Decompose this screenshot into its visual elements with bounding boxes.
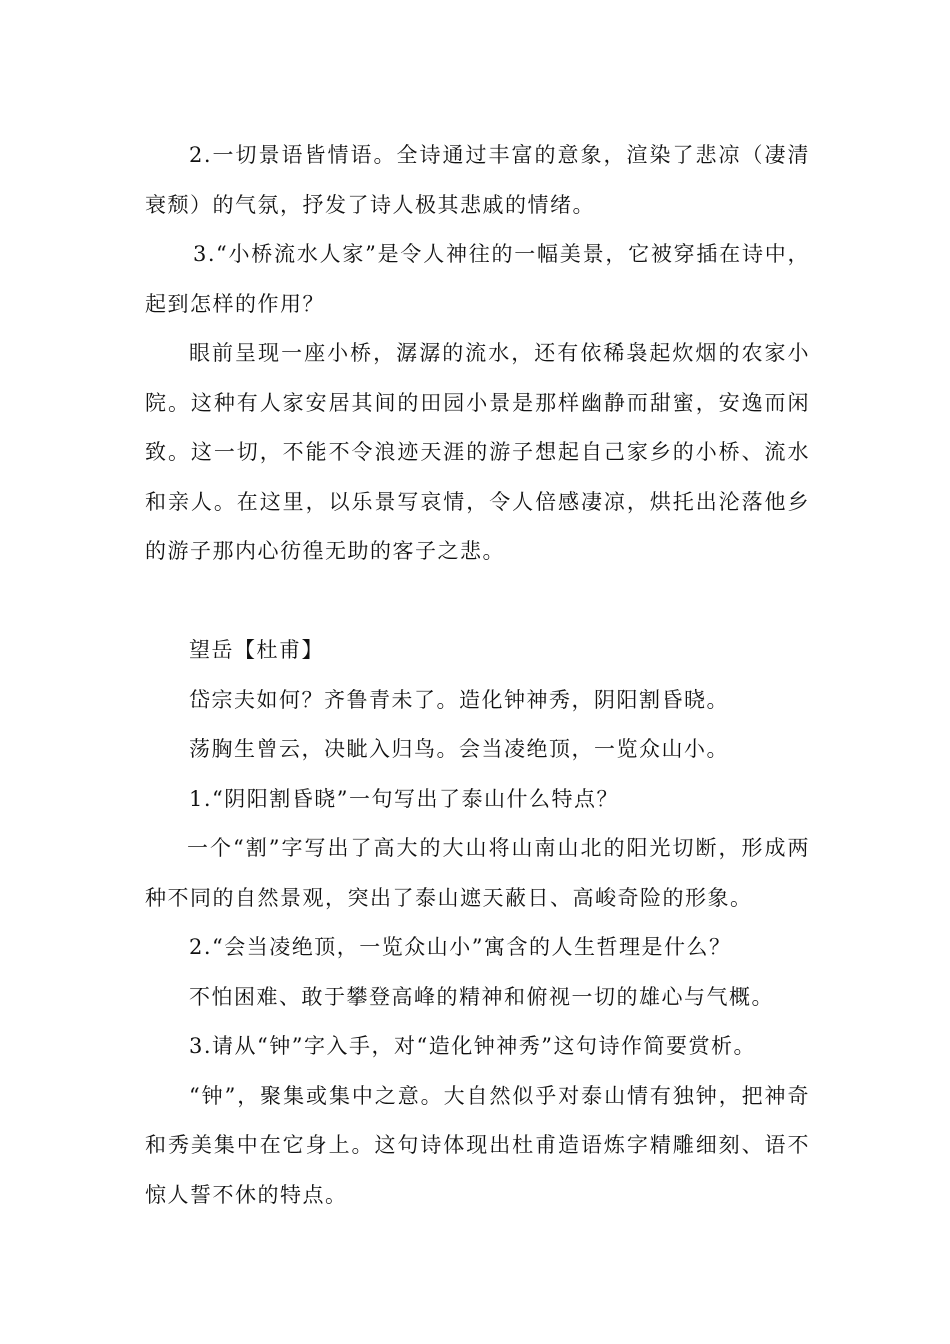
answer-3: “钟”，聚集或集中之意。大自然似乎对泰山情有独钟，把神奇和秀美集中在它身上。这句诗体现出杜甫造语炼字精雕细刻、语不惊人誓不休的特点。	[145, 1083, 810, 1207]
question-2: 2.“会当凌绝顶，一览众山小”寓含的人生哲理是什么？	[189, 935, 732, 959]
document-body	[145, 131, 810, 1220]
poem-title: 望岳【杜甫】	[189, 638, 324, 662]
paragraph-question-3: 3.“小桥流水人家”是令人神往的一幅美景，它被穿插在诗中，起到怎样的作用？	[145, 242, 810, 316]
question-1: 1.“阴阳割昏晓”一句写出了泰山什么特点？	[189, 786, 620, 811]
section-gap	[145, 577, 810, 627]
answer-2: 不怕困难、敢于攀登高峰的精神和俯视一切的雄心与气概。	[189, 984, 774, 1009]
paragraph-answer-3: 眼前呈现一座小桥，潺潺的流水，还有依稀袅起炊烟的农家小院。这种有人家安居其间的田园小景是那样幽静而甜蜜，安逸而闲致。这一切，不能不令浪迹天涯的游子想起自己家乡的小桥、流水和亲人。在这里，以乐景写哀情，令人倍感凄凉，烘托出沦落他乡的游子那内心彷徨无助的客子之悲。	[145, 341, 810, 563]
question-3: 3.请从“钟”字入手，对“造化钟神秀”这句诗作简要赏析。	[189, 1034, 756, 1058]
answer-1: 一个“割”字写出了高大的大山将山南山北的阳光切断，形成两种不同的自然景观，突出了泰山遮天蔽日、高峻奇险的形象。	[145, 836, 810, 910]
poem-line-1: 岱宗夫如何？齐鲁青未了。造化钟神秀，阴阳割昏晓。	[189, 687, 729, 712]
paragraph-answer-2: 2.一切景语皆情语。全诗通过丰富的意象，渲染了悲凉（凄清衰颓）的气氛，抒发了诗人极其悲戚的情绪。	[145, 143, 810, 217]
poem-line-2: 荡胸生曾云，决眦入归鸟。会当凌绝顶，一览众山小。	[189, 737, 729, 761]
